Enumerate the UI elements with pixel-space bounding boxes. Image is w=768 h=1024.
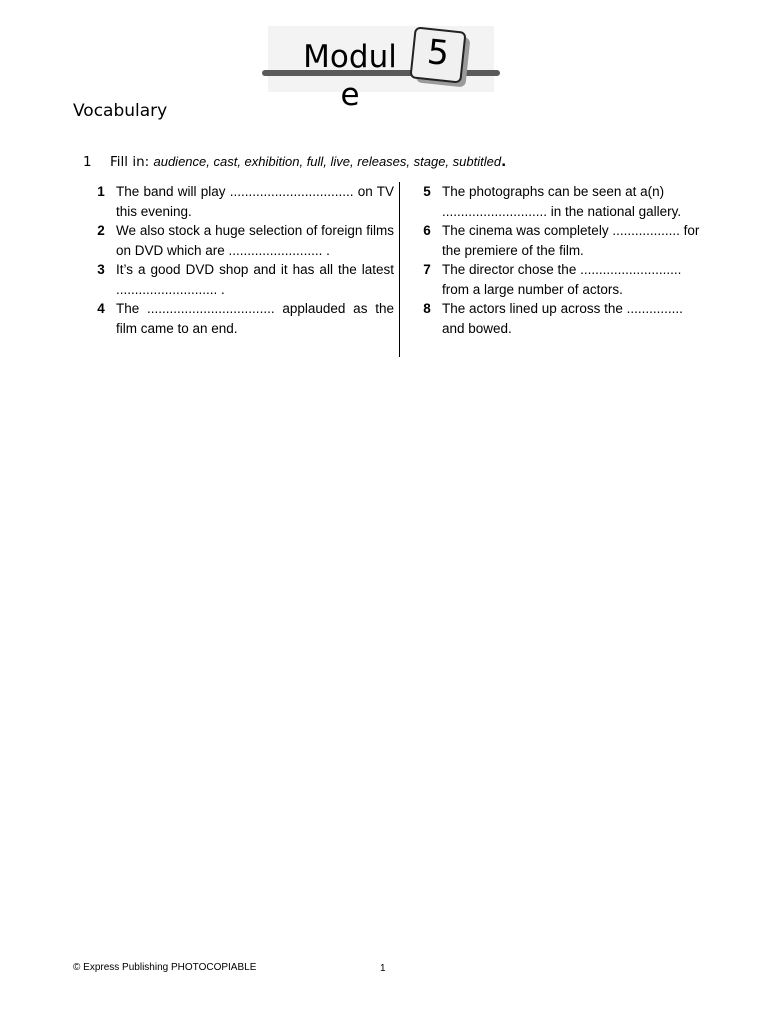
footer-copyright: © Express Publishing PHOTOCOPIABLE [73,962,257,973]
item-number: 8 [423,301,431,316]
section-title: Vocabulary [73,101,168,121]
item-text: The band will play ................................. on TV this evening. [116,184,394,219]
module-number-badge [412,29,464,81]
exercise-number: 1 [83,154,92,170]
item-text: The director chose the ........................... from a large number of actors. [442,262,682,297]
item-text: We also stock a huge selection of foreign films on DVD which are ......................... . [116,223,394,258]
item-number: 4 [97,301,105,316]
word-list-end: . [501,154,507,170]
exercise-item [86,221,394,260]
module-title: Module [303,39,397,113]
right-column [412,182,704,338]
exercise-item [412,182,704,221]
exercise-prompt: Fill in: [110,154,150,170]
item-number: 2 [97,223,105,238]
item-text: The actors lined up across the ............... and bowed. [442,301,683,336]
item-number: 5 [423,184,431,199]
module-header [262,26,500,113]
exercise-item [86,299,394,338]
item-text: It’s a good DVD shop and it has all the latest ........................... . [116,262,394,297]
word-list: audience, cast, exhibition, full, live, releases, stage, subtitled [153,154,502,169]
exercise-item [412,299,704,338]
left-column [86,182,394,338]
module-number: 5 [409,26,466,83]
exercise-instruction [83,154,506,170]
item-number: 1 [97,184,105,199]
item-text: The cinema was completely .................. for the premiere of the film. [442,223,700,258]
column-divider [399,182,400,357]
item-number: 7 [423,262,431,277]
page-number: 1 [380,963,386,974]
item-text: The photographs can be seen at a(n) ............................ in the national gallery. [442,184,682,219]
exercise-item [86,182,394,221]
exercise-item [412,260,704,299]
item-text: The .................................. applauded as the film came to an end. [116,301,394,336]
item-number: 6 [423,223,431,238]
exercise-item [86,260,394,299]
item-number: 3 [97,262,105,277]
exercise-item [412,221,704,260]
